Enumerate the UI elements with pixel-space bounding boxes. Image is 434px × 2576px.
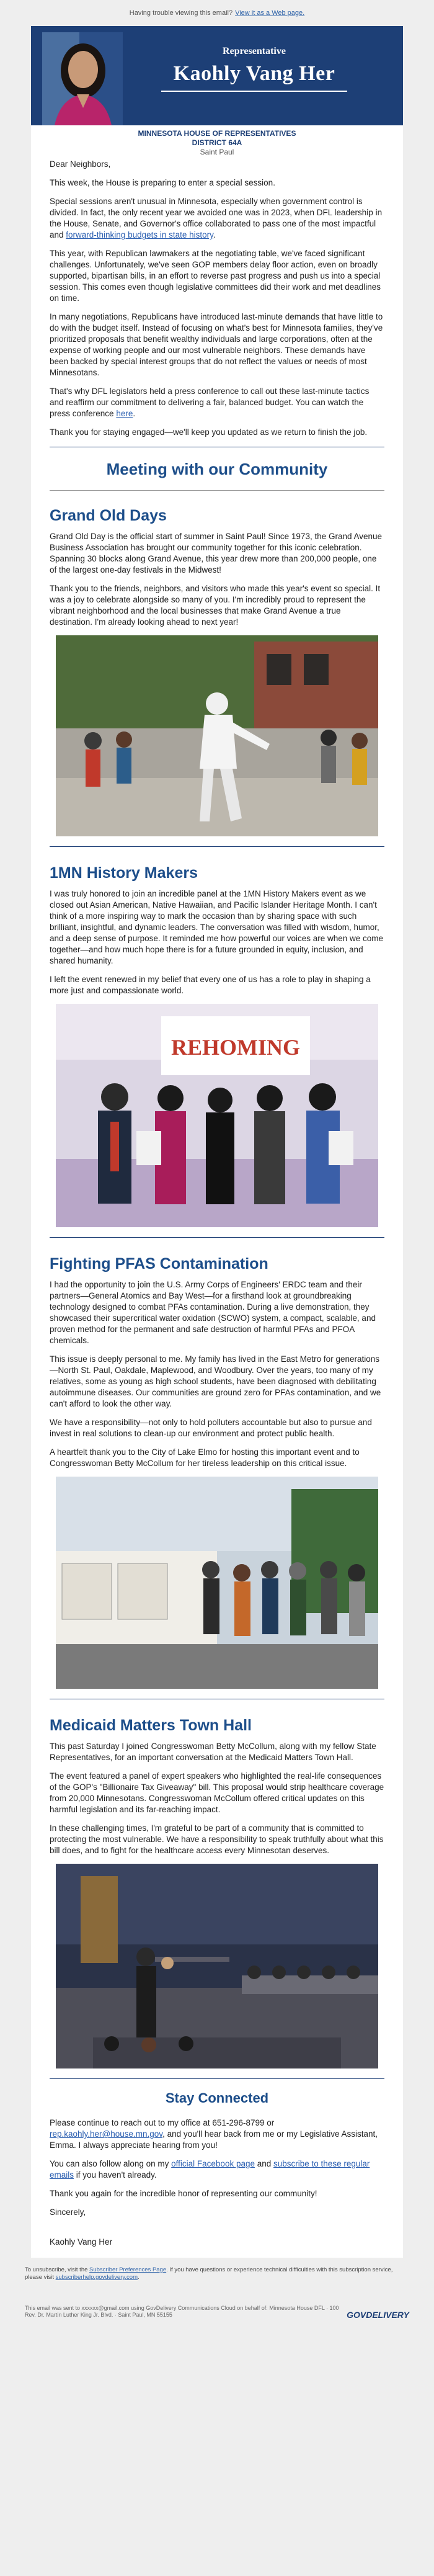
section-divider	[50, 846, 384, 847]
medicaid-heading: Medicaid Matters Town Hall	[50, 1717, 252, 1734]
header-banner	[31, 26, 403, 125]
contact-paragraph: Please continue to reach out to my office at 651-296-8799 or rep.kaohly.her@house.mn.gov, and you'll hear back from me or my Legislative Assistant, Emma. I always appreciate hearing from you!	[50, 2118, 378, 2150]
pfas-photo	[56, 1477, 378, 1689]
email-body	[31, 26, 403, 2258]
section-divider	[50, 2078, 384, 2079]
representative-photo	[42, 32, 123, 125]
bottom-bar	[25, 2305, 409, 2319]
content	[31, 159, 403, 2258]
pfas-paragraph: A heartfelt thank you to the City of Lake Elmo for hosting this important event and to Congresswoman Betty McCollum for her tireless leadership on this critical issue.	[50, 1447, 360, 1468]
grand-old-days-heading: Grand Old Days	[50, 507, 167, 524]
govdelivery-logo[interactable]: GOVDELIVERY	[347, 2310, 409, 2320]
grand-old-days-paragraph: Grand Old Day is the official start of summer in Saint Paul! Since 1973, the Grand Avenue Business Association has brought our community together for this iconic celebration. Spanning 30 blocks along Grand Avenue, this year drew more than 200,000 people, one of the largest one-day festivals in the Midwest!	[50, 532, 383, 575]
history-makers-paragraph: I left the event renewed in my belief that every one of us has a role to play in shaping a more just and compassionate world.	[50, 975, 371, 995]
section-divider	[50, 1237, 384, 1238]
pfas-paragraph: This issue is deeply personal to me. My family has lived in the East Metro for generations—North St. Paul, Oakdale, Maplewood, and Woodbury. Over the years, too many of my relatives, some as young as high school students, have been diagnosed with debilitating autoimmune diseases. Our communities are ground zero for PFAs contamination, and we can't afford to look the other way.	[50, 1354, 381, 1408]
footer: To unsubscribe, visit the Subscriber Preferences Page. If you have questions or experience technical difficulties with this subscription service, please visit subscriberhelp.govdelivery.com.	[25, 2266, 393, 2281]
pfas-paragraph: I had the opportunity to join the U.S. Army Corps of Engineers' ERDC team and their partners—General Atomics and Bay West—for a firsthand look at groundbreaking technology designed to combat PFAs contamination. During a live demonstration, they showcased their supercritical water oxidation (SCWO) system, a compact, scalable, and proven method for the permanent and safe destruction of harmful PFAs and PFOA chemicals.	[50, 1280, 376, 1345]
pfas-paragraph: We have a responsibility—not only to hold polluters accountable but also to pursue and invest in real solutions to clean-up our environment and protect public health.	[50, 1418, 372, 1438]
subheader	[31, 125, 403, 159]
intro-paragraph: This week, the House is preparing to enter a special session.	[50, 178, 275, 187]
section-divider	[50, 490, 384, 491]
history-makers-heading: 1MN History Makers	[50, 864, 198, 882]
medicaid-photo	[56, 1864, 378, 2068]
sent-to-line: This email was sent to xxxxxx@gmail.com using GovDelivery Communications Cloud on behalf of: Minnesota House DFL · 100	[25, 2305, 339, 2311]
intro-paragraph: Special sessions aren't unusual in Minnesota, especially when government control is divided. In fact, the only recent year we avoided one was in 2023, when DFL leadership in the House, Senate, and Governor's office collaborated to pass one of the most impactful and forward-thinking budgets in state history.	[50, 197, 383, 239]
medicaid-paragraph: In these challenging times, I'm grateful to be part of a community that is committed to protecting the most vulnerable. We have a responsibility to speak truthfully about what this bill does, and to fight for the healthcare access every Minnesotan deserves.	[50, 1823, 384, 1855]
intro-paragraph: This year, with Republican lawmakers at the negotiating table, we've faced significant challenges. Unfortunately, we've seen GOP members delay floor action, even on broadly supported, bipartisan bills, in an effort to reverse past progress and push us into a special session. This comes even though legislative committees did their work and met deadlines on time.	[50, 249, 381, 303]
subheader-line-city: Saint Paul	[200, 148, 234, 156]
intro-paragraph: That's why DFL legislators held a press conference to call out these last-minute tactics and reaffirm our commitment to delivering a fair, balanced budget. You can watch the press conference here.	[50, 387, 370, 418]
budget-link[interactable]: forward-thinking budgets in state history	[66, 230, 213, 239]
rehoming-banner-text: REHOMING	[170, 1035, 301, 1060]
header-divider	[161, 91, 347, 92]
web-page-link[interactable]: View it as a Web page.	[235, 9, 305, 17]
meeting-heading: Meeting with our Community	[106, 460, 328, 478]
subheader-line-district: DISTRICT 64A	[192, 138, 242, 147]
topbar-text: Having trouble viewing this email?	[129, 9, 233, 17]
email-link[interactable]: rep.kaohly.her@house.mn.gov	[50, 2129, 163, 2139]
pfas-heading: Fighting PFAS Contamination	[50, 1255, 268, 1272]
address-line: Rev. Dr. Martin Luther King Jr. Blvd. · Saint Paul, MN 55155	[25, 2312, 172, 2318]
press-conference-link[interactable]: here	[116, 409, 133, 418]
grand-old-days-photo	[56, 635, 378, 836]
stay-connected-heading: Stay Connected	[165, 2090, 269, 2106]
subheader-line-house: MINNESOTA HOUSE OF REPRESENTATIVES	[138, 129, 296, 138]
subscribe-link[interactable]: subscribe to these regular emails	[50, 2159, 370, 2180]
grand-old-days-paragraph: Thank you to the friends, neighbors, and visitors who made this year's event so special. It was a joy to celebrate alongside so many of you. I'm incredibly proud to represent the vibrant neighborhood and the local businesses that make Grand Avenue a true destination. I'm already looking ahead to next year!	[50, 584, 381, 627]
closing: Sincerely,	[50, 2207, 86, 2217]
greeting: Dear Neighbors,	[50, 159, 111, 169]
thanks-paragraph: Thank you again for the incredible honor of representing our community!	[50, 2189, 317, 2198]
medicaid-paragraph: This past Saturday I joined Congresswoman Betty McCollum, along with my fellow State Representatives, for an important conversation at the Medicaid Matters Town Hall.	[50, 1742, 376, 1762]
intro-paragraph: In many negotiations, Republicans have introduced last-minute demands that have little to do with the budget itself. Instead of focusing on what's best for Minnesota families, they've prioritized proposals that benefit wealthy individuals and large corporations, often at the expense of working people and our most vulnerable neighbors. These demands have been backed by special interest groups that do not reflect the values or needs of most Minnesotans.	[50, 312, 383, 377]
history-makers-paragraph: I was truly honored to join an incredible panel at the 1MN History Makers event as we closed out Asian American, Native Hawaiian, and Pacific Islander Heritage Month. I can't think of a more inspiring way to mark the occasion than by sharing space with such brilliant, insightful, and dynamic leaders. The conversation was filled with wisdom, humor, and a deep sense of purpose. It reminded me how powerful our voices are when we come together—and how much hope there is for a future grounded in equity, inclusion, and shared humanity.	[50, 889, 384, 965]
intro-paragraph: Thank you for staying engaged—we'll keep you updated as we return to finish the job.	[50, 427, 368, 437]
follow-paragraph: You can also follow along on my official Facebook page and subscribe to these regular emails if you haven't already.	[50, 2159, 370, 2180]
subscriber-preferences-link[interactable]: Subscriber Preferences Page	[89, 2266, 167, 2273]
topbar	[0, 0, 434, 26]
medicaid-paragraph: The event featured a panel of expert speakers who highlighted the real-life consequences of the GOP's "Billionaire Tax Giveaway" bill. This proposal would strip healthcare coverage from 20,000 Minnesotans. Congresswoman McCollum offered critical updates on this harmful legislation and its far-reaching impact.	[50, 1771, 384, 1814]
facebook-link[interactable]: official Facebook page	[171, 2159, 255, 2168]
subscriber-help-link[interactable]: subscriberhelp.govdelivery.com	[55, 2274, 138, 2281]
header-title: Representative	[223, 46, 286, 56]
history-makers-photo	[56, 1004, 378, 1227]
signature: Kaohly Vang Her	[50, 2237, 113, 2247]
header-name: Kaohly Vang Her	[173, 62, 335, 85]
